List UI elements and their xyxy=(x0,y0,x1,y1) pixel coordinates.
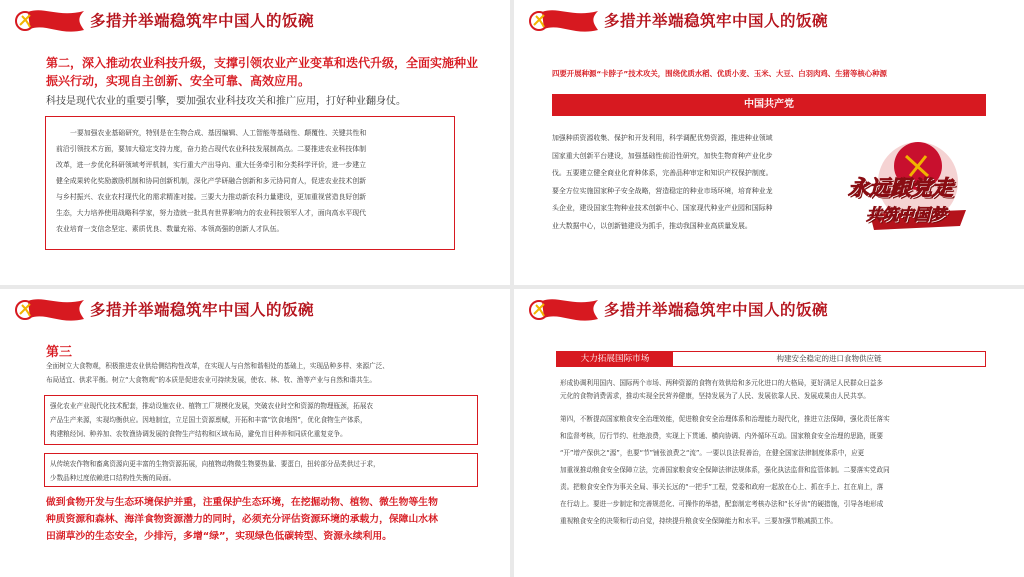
detail-line: 构建粮经饲、种养加、农牧渔协调发展的食物生产结构和区域布局，避免盲目种养和同质化重复竞争。 xyxy=(50,430,347,438)
section-label: 第三 xyxy=(46,345,73,360)
page-title: 多措并举端稳筑牢中国人的饭碗 xyxy=(90,12,315,30)
detail-line: 生态，大力培养使用战略科学家，努力造就一批具有世界影响力的农业科技领军人才，面向高水平现代 xyxy=(56,209,367,217)
party-slogan-emblem xyxy=(840,126,986,238)
slide-header xyxy=(14,6,494,34)
tag-label: 大力拓展国际市场 xyxy=(557,352,673,366)
subheading: 四要开展种源“卡脖子”技术攻关，围绕优质水稻、优质小麦、玉米、大豆、白羽肉鸡、生猪等核心种源 xyxy=(552,69,887,78)
para-line: 加重视推动粮食安全保障立法，完善国家粮食安全保障法律法规体系，强化执法监督和监管体制。二要落实党政同 xyxy=(560,466,890,474)
flag-logo-icon xyxy=(528,295,600,323)
body-text xyxy=(552,130,852,235)
intro-text xyxy=(46,359,389,387)
slogan-line-2: 共筑中国梦 xyxy=(866,205,947,224)
para-line: 第四，不断提高国家粮食安全治理效能，促进粮食安全治理体系和治理能力现代化，推进立法保障，强化责任落实 xyxy=(560,415,890,423)
slide-agri-tech xyxy=(0,0,510,285)
detail-line: 从传统农作物和畜禽资源向更丰富的生物资源拓展，向植物动物微生物要热量、要蛋白，扭转部分品类供过于求， xyxy=(50,460,380,468)
emphasis-line: 做到食物开发与生态环境保护并重，注重保护生态环境，在挖掘动物、植物、微生物等生物 xyxy=(46,497,438,508)
tag-row xyxy=(556,351,986,367)
detail-line: 一要加强农业基础研究，特别是在生物合成、基因编辑、人工智能等基础性、颠覆性、关键共性和 xyxy=(70,129,367,137)
emphasis-line: 田湖草沙的生态安全，少排污，多增“绿”，实现绿色低碳转型、资源永续利用。 xyxy=(46,531,392,542)
detail-line: 强化农业产业现代化技术配套，推动设施农业、植物工厂规模化发展，突破农业时空和资源的物理瓶颈，拓展农 xyxy=(50,402,374,410)
slide-international-market xyxy=(514,289,1024,577)
body-line: 头企业，建设国家生物种业技术创新中心、国家现代种业产业园和国际种 xyxy=(552,204,773,212)
detail-line: 前沿引领技术方面，要加大稳定支持力度，奋力抢占现代农业科技发展制高点。二要推进农业科技体制 xyxy=(56,145,367,153)
emphasis-text xyxy=(46,494,438,545)
intro-line: 布局适宜、供求平衡。树立“大食物观”的本质是促进农业可持续发展，使农、林、牧、渔等产业与自然和谐共生。 xyxy=(46,376,376,384)
flag-logo-icon xyxy=(14,6,86,34)
emphasis-line: 种质资源和森林、海洋食物资源潜力的同时，必须充分评估资源环境的承载力，保障山水林 xyxy=(46,514,438,525)
slide-header xyxy=(528,6,1008,34)
tag-caption: 构建安全稳定的进口食物供应链 xyxy=(776,354,882,363)
flag-logo-icon xyxy=(14,295,86,323)
body-line: 加强种质资源收集、保护和开发利用，科学调配优势资源，推进种业领域 xyxy=(552,134,773,142)
page-title: 多措并举端稳筑牢中国人的饭碗 xyxy=(604,12,829,30)
body-line: 要全方位实施国家种子安全战略，营造稳定的种业市场环境，培育种业龙 xyxy=(552,186,773,195)
detail-box xyxy=(44,453,478,487)
paragraph-1 xyxy=(560,377,883,403)
paragraph-2 xyxy=(560,411,890,530)
party-bar: 中国共产党 xyxy=(552,94,986,116)
section-heading xyxy=(46,54,486,90)
flag-logo-icon xyxy=(528,6,600,34)
intro-line: 全面树立大食物观，积极推进农业供给侧结构性改革，在实现人与自然和谐相处的基础上，实现品种多样、来源广泛、 xyxy=(46,362,389,370)
para-line: 形成协调利用国内、国际两个市场、两种资源的食物有效供给和多元化进口的大格局，更好满足人民群众日益多 xyxy=(560,379,884,387)
body-line: 国家重大创新平台建设，加强基础性前沿性研究，加快生物育种产业化步 xyxy=(552,151,773,160)
detail-line: 改革，进一步优化科研领域考评机制，实行重大产出导向、重大任务牵引和分类科学评价，进一步建立 xyxy=(56,161,367,169)
detail-line: 产品生产来源，实现均衡供应。因地制宜，立足国土资源禀赋，开拓和丰富“饮食地图”，优化食物生产体系， xyxy=(50,416,367,424)
para-line: “开”增产保供之“源”，也要“节”铺张浪费之“流”。一要以良法促善治，在健全国家法律制度体系中，应更 xyxy=(560,449,865,457)
heading-line: 第二，深入推动农业科技升级，支撑引领农业产业变革和迭代升级，全面实施种业 xyxy=(46,56,479,70)
para-line: 在行动上。要进一步制定和完善规范化、可操作的举措，配套制定考核办法和“长牙齿”的硬措施，引导各地形成 xyxy=(560,500,884,508)
slide-header xyxy=(528,295,1008,323)
heading-line: 振兴行动，实现自主创新、安全可靠、高效应用。 xyxy=(46,74,311,88)
detail-line: 与乡村振兴、农业农村现代化的需求精准对接。三要大力推动新农科力量建设，更加重视营造良好创新 xyxy=(56,193,367,201)
page-title: 多措并举端稳筑牢中国人的饭碗 xyxy=(604,301,829,319)
slogan-line-1: 永远跟党走 xyxy=(848,176,953,200)
page-title: 多措并举端稳筑牢中国人的饭碗 xyxy=(90,301,315,319)
slide-food-concept xyxy=(0,289,510,577)
detail-line: 健全成果转化奖励激励机制和协同创新机制，深化产学研融合创新和多元协同育人，促进农业技术创新 xyxy=(56,177,367,185)
para-line: 责。把粮食安全作为事关全局、事关长远的“一把手”工程，党委和政府一起放在心上、抓在手上、扛在肩上，落 xyxy=(560,483,884,491)
detail-box xyxy=(45,116,455,250)
detail-line: 少数品种过度依赖进口结构性失衡的局面。 xyxy=(50,474,176,482)
slide-header xyxy=(14,295,494,323)
para-line: 和监督考核，厉行节约、杜绝浪费，实现上下贯通、横向协调、内外循环互动。国家粮食安全治理的思路，既要 xyxy=(560,432,884,440)
intro-text: 科技是现代农业的重要引擎，要加强农业科技攻关和推广应用，打好种业翻身仗。 xyxy=(46,96,406,107)
para-line: 重视粮食安全的决策和行动自觉，持续提升粮食安全保障能力和水平。三要加强节粮减损工作。 xyxy=(560,517,837,525)
body-line: 业大数据中心，以创新链建设为抓手，推动我国种业高质量发展。 xyxy=(552,221,752,230)
detail-box xyxy=(44,395,478,445)
detail-line: 农业培育一支信念坚定、素质优良、数量充裕、本领高强的创新人才队伍。 xyxy=(56,225,284,233)
body-line: 伐。五要建立健全商业化育种体系，完善品种审定和知识产权保护制度。 xyxy=(552,169,773,177)
para-line: 元化的食物消费需求，推动实现全民营养健康，坚持发展为了人民、发展依靠人民、发展成果由人民共享。 xyxy=(560,392,870,400)
slide-seed-industry xyxy=(514,0,1024,285)
